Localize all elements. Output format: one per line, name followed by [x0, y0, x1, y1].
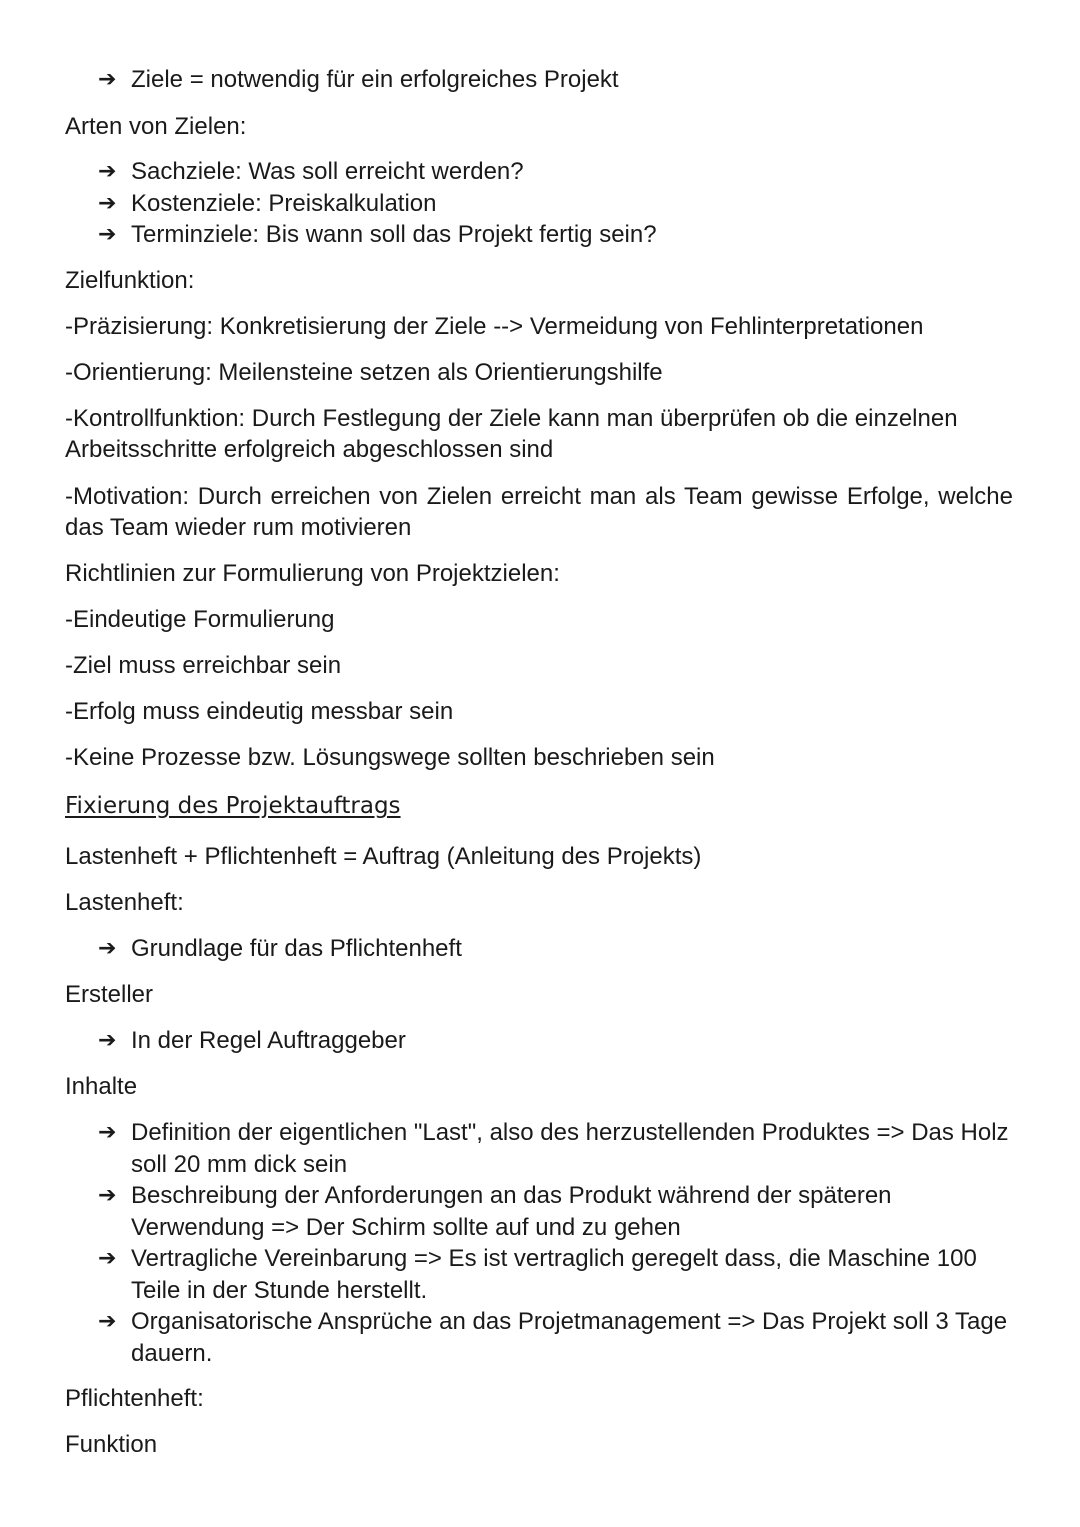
bullet-text: Vertragliche Vereinbarung => Es ist vertraglich geregelt dass, die Maschine 100 Teile in der Stunde herstellt. — [131, 1245, 977, 1304]
bullet-ziele-notwendig — [98, 64, 1018, 96]
right-arrow-icon: ➔ — [98, 159, 117, 184]
paragraph-ersteller: Ersteller — [65, 981, 154, 1008]
bullet-grundlage — [98, 933, 1018, 965]
right-arrow-icon: ➔ — [98, 191, 117, 216]
paragraph-orientierung: -Orientierung: Meilensteine setzen als Orientierungshilfe — [65, 359, 663, 386]
paragraph-kontrollfunktion: -Kontrollfunktion: Durch Festlegung der Ziele kann man überprüfen ob die einzelnen Arbeitsschritte erfolgreich abgeschlossen sind — [65, 405, 958, 463]
paragraph-keine-prozesse: -Keine Prozesse bzw. Lösungswege sollten beschrieben sein — [65, 744, 715, 771]
bullet-text: Organisatorische Ansprüche an das Projetmanagement => Das Projekt soll 3 Tage dauern. — [131, 1308, 1008, 1367]
bullet-text: In der Regel Auftraggeber — [131, 1027, 406, 1054]
right-arrow-icon: ➔ — [98, 222, 117, 247]
bullet-sachziele — [98, 156, 1018, 188]
bullet-terminziele — [98, 219, 1018, 251]
paragraph-arten-von-zielen: Arten von Zielen: — [65, 113, 247, 140]
bullet-text: Beschreibung der Anforderungen an das Produkt während der späteren Verwendung => Der Schirm sollte auf und zu gehen — [131, 1182, 892, 1241]
paragraph-lastenheft-pflichtenheft: Lastenheft + Pflichtenheft = Auftrag (Anleitung des Projekts) — [65, 843, 702, 870]
paragraph-eindeutige-formulierung: -Eindeutige Formulierung — [65, 606, 335, 633]
right-arrow-icon: ➔ — [98, 1028, 117, 1053]
bullet-text: Ziele = notwendig für ein erfolgreiches Projekt — [131, 66, 619, 93]
bullet-text: Sachziele: Was soll erreicht werden? — [131, 158, 524, 185]
bullet-text: Terminziele: Bis wann soll das Projekt fertig sein? — [131, 221, 657, 248]
bullet-text: Kostenziele: Preiskalkulation — [131, 190, 437, 217]
bullet-kostenziele — [98, 188, 1018, 220]
paragraph-motivation: -Motivation: Durch erreichen von Zielen erreicht man als Team gewisse Erfolge, welche das Team wieder rum motivieren — [65, 483, 1013, 541]
bullet-organisatorische-ansprueche — [98, 1306, 1018, 1369]
right-arrow-icon: ➔ — [98, 1309, 117, 1334]
paragraph-erfolg-messbar: -Erfolg muss eindeutig messbar sein — [65, 698, 454, 725]
section-heading-fixierung: Fixierung des Projektauftrags — [65, 793, 401, 819]
bullet-definition-last — [98, 1117, 1018, 1180]
paragraph-ziel-erreichbar: -Ziel muss erreichbar sein — [65, 652, 342, 679]
bullet-beschreibung-anforderungen — [98, 1180, 1018, 1243]
right-arrow-icon: ➔ — [98, 67, 117, 92]
paragraph-praezisierung: -Präzisierung: Konkretisierung der Ziele --> Vermeidung von Fehlinterpretationen — [65, 313, 924, 340]
bullet-auftraggeber — [98, 1025, 1018, 1057]
paragraph-inhalte: Inhalte — [65, 1073, 138, 1100]
right-arrow-icon: ➔ — [98, 936, 117, 961]
bullet-text: Definition der eigentlichen "Last", also des herzustellenden Produktes => Das Holz soll 20 mm dick sein — [131, 1119, 1009, 1178]
paragraph-zielfunktion: Zielfunktion: — [65, 267, 195, 294]
bullet-vertragliche-vereinbarung — [98, 1243, 1018, 1306]
paragraph-richtlinien: Richtlinien zur Formulierung von Projektzielen: — [65, 560, 560, 587]
paragraph-pflichtenheft: Pflichtenheft: — [65, 1385, 204, 1412]
paragraph-lastenheft: Lastenheft: — [65, 889, 184, 916]
right-arrow-icon: ➔ — [98, 1120, 117, 1145]
right-arrow-icon: ➔ — [98, 1183, 117, 1208]
right-arrow-icon: ➔ — [98, 1246, 117, 1271]
paragraph-funktion: Funktion — [65, 1431, 158, 1458]
bullet-text: Grundlage für das Pflichtenheft — [131, 935, 462, 962]
